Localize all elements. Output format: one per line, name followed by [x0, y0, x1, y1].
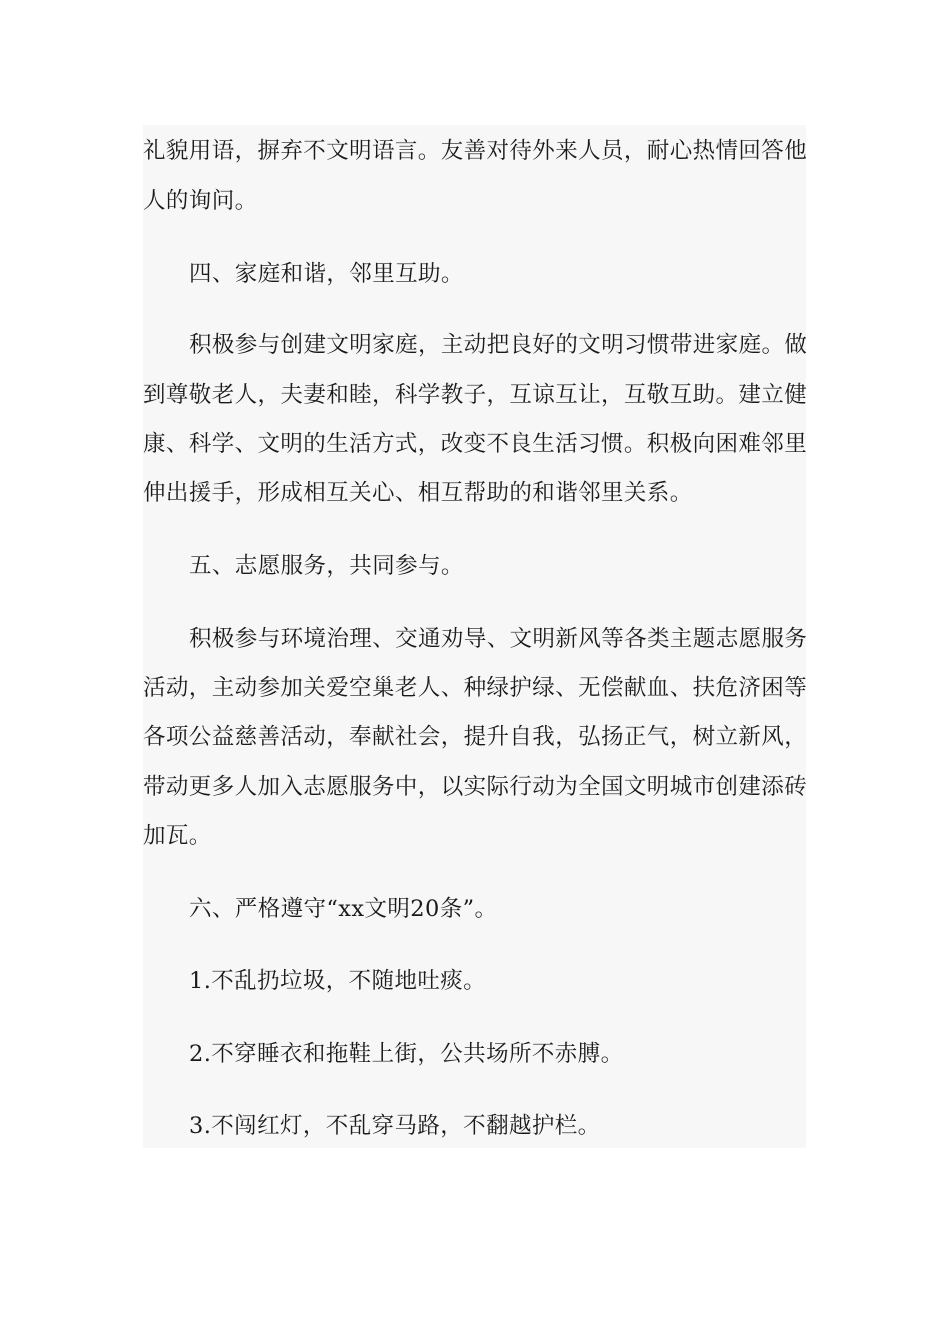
paragraph-line: 活动，主动参加关爱空巢老人、种绿护绿、无偿献血、扶危济困等 [143, 675, 808, 701]
paragraph-line: 人的询问。 [143, 188, 258, 214]
paragraph-line: 积极参与环境治理、交通劝导、文明新风等各类主题志愿服务 [189, 626, 808, 652]
section-heading: 六、严格遵守“xx文明20条”。 [189, 896, 498, 922]
paragraph-line: 带动更多人加入志愿服务中，以实际行动为全国文明城市创建添砖 [143, 774, 808, 800]
paragraph-line: 礼貌用语，摒弃不文明语言。友善对待外来人员，耐心热情回答他 [143, 138, 808, 164]
document-body [143, 125, 806, 1148]
section-heading: 四、家庭和谐，邻里互助。 [189, 261, 464, 287]
paragraph-line: 各项公益慈善活动，奉献社会，提升自我，弘扬正气，树立新风， [143, 724, 808, 750]
paragraph-line: 到尊敬老人，夫妻和睦，科学教子，互谅互让，互敬互助。建立健 [143, 382, 808, 408]
paragraph-line: 加瓦。 [143, 823, 212, 849]
section-heading: 五、志愿服务，共同参与。 [189, 553, 464, 579]
paragraph-line: 康、科学、文明的生活方式，改变不良生活习惯。积极向困难邻里 [143, 431, 808, 457]
list-item: 2.不穿睡衣和拖鞋上街，公共场所不赤膊。 [189, 1041, 624, 1067]
paragraph-line: 伸出援手，形成相互关心、相互帮助的和谐邻里关系。 [143, 480, 693, 506]
list-item: 3.不闯红灯，不乱穿马路，不翻越护栏。 [189, 1113, 601, 1139]
list-item: 1.不乱扔垃圾，不随地吐痰。 [189, 968, 487, 994]
paragraph-line: 积极参与创建文明家庭，主动把良好的文明习惯带进家庭。做 [189, 332, 808, 358]
